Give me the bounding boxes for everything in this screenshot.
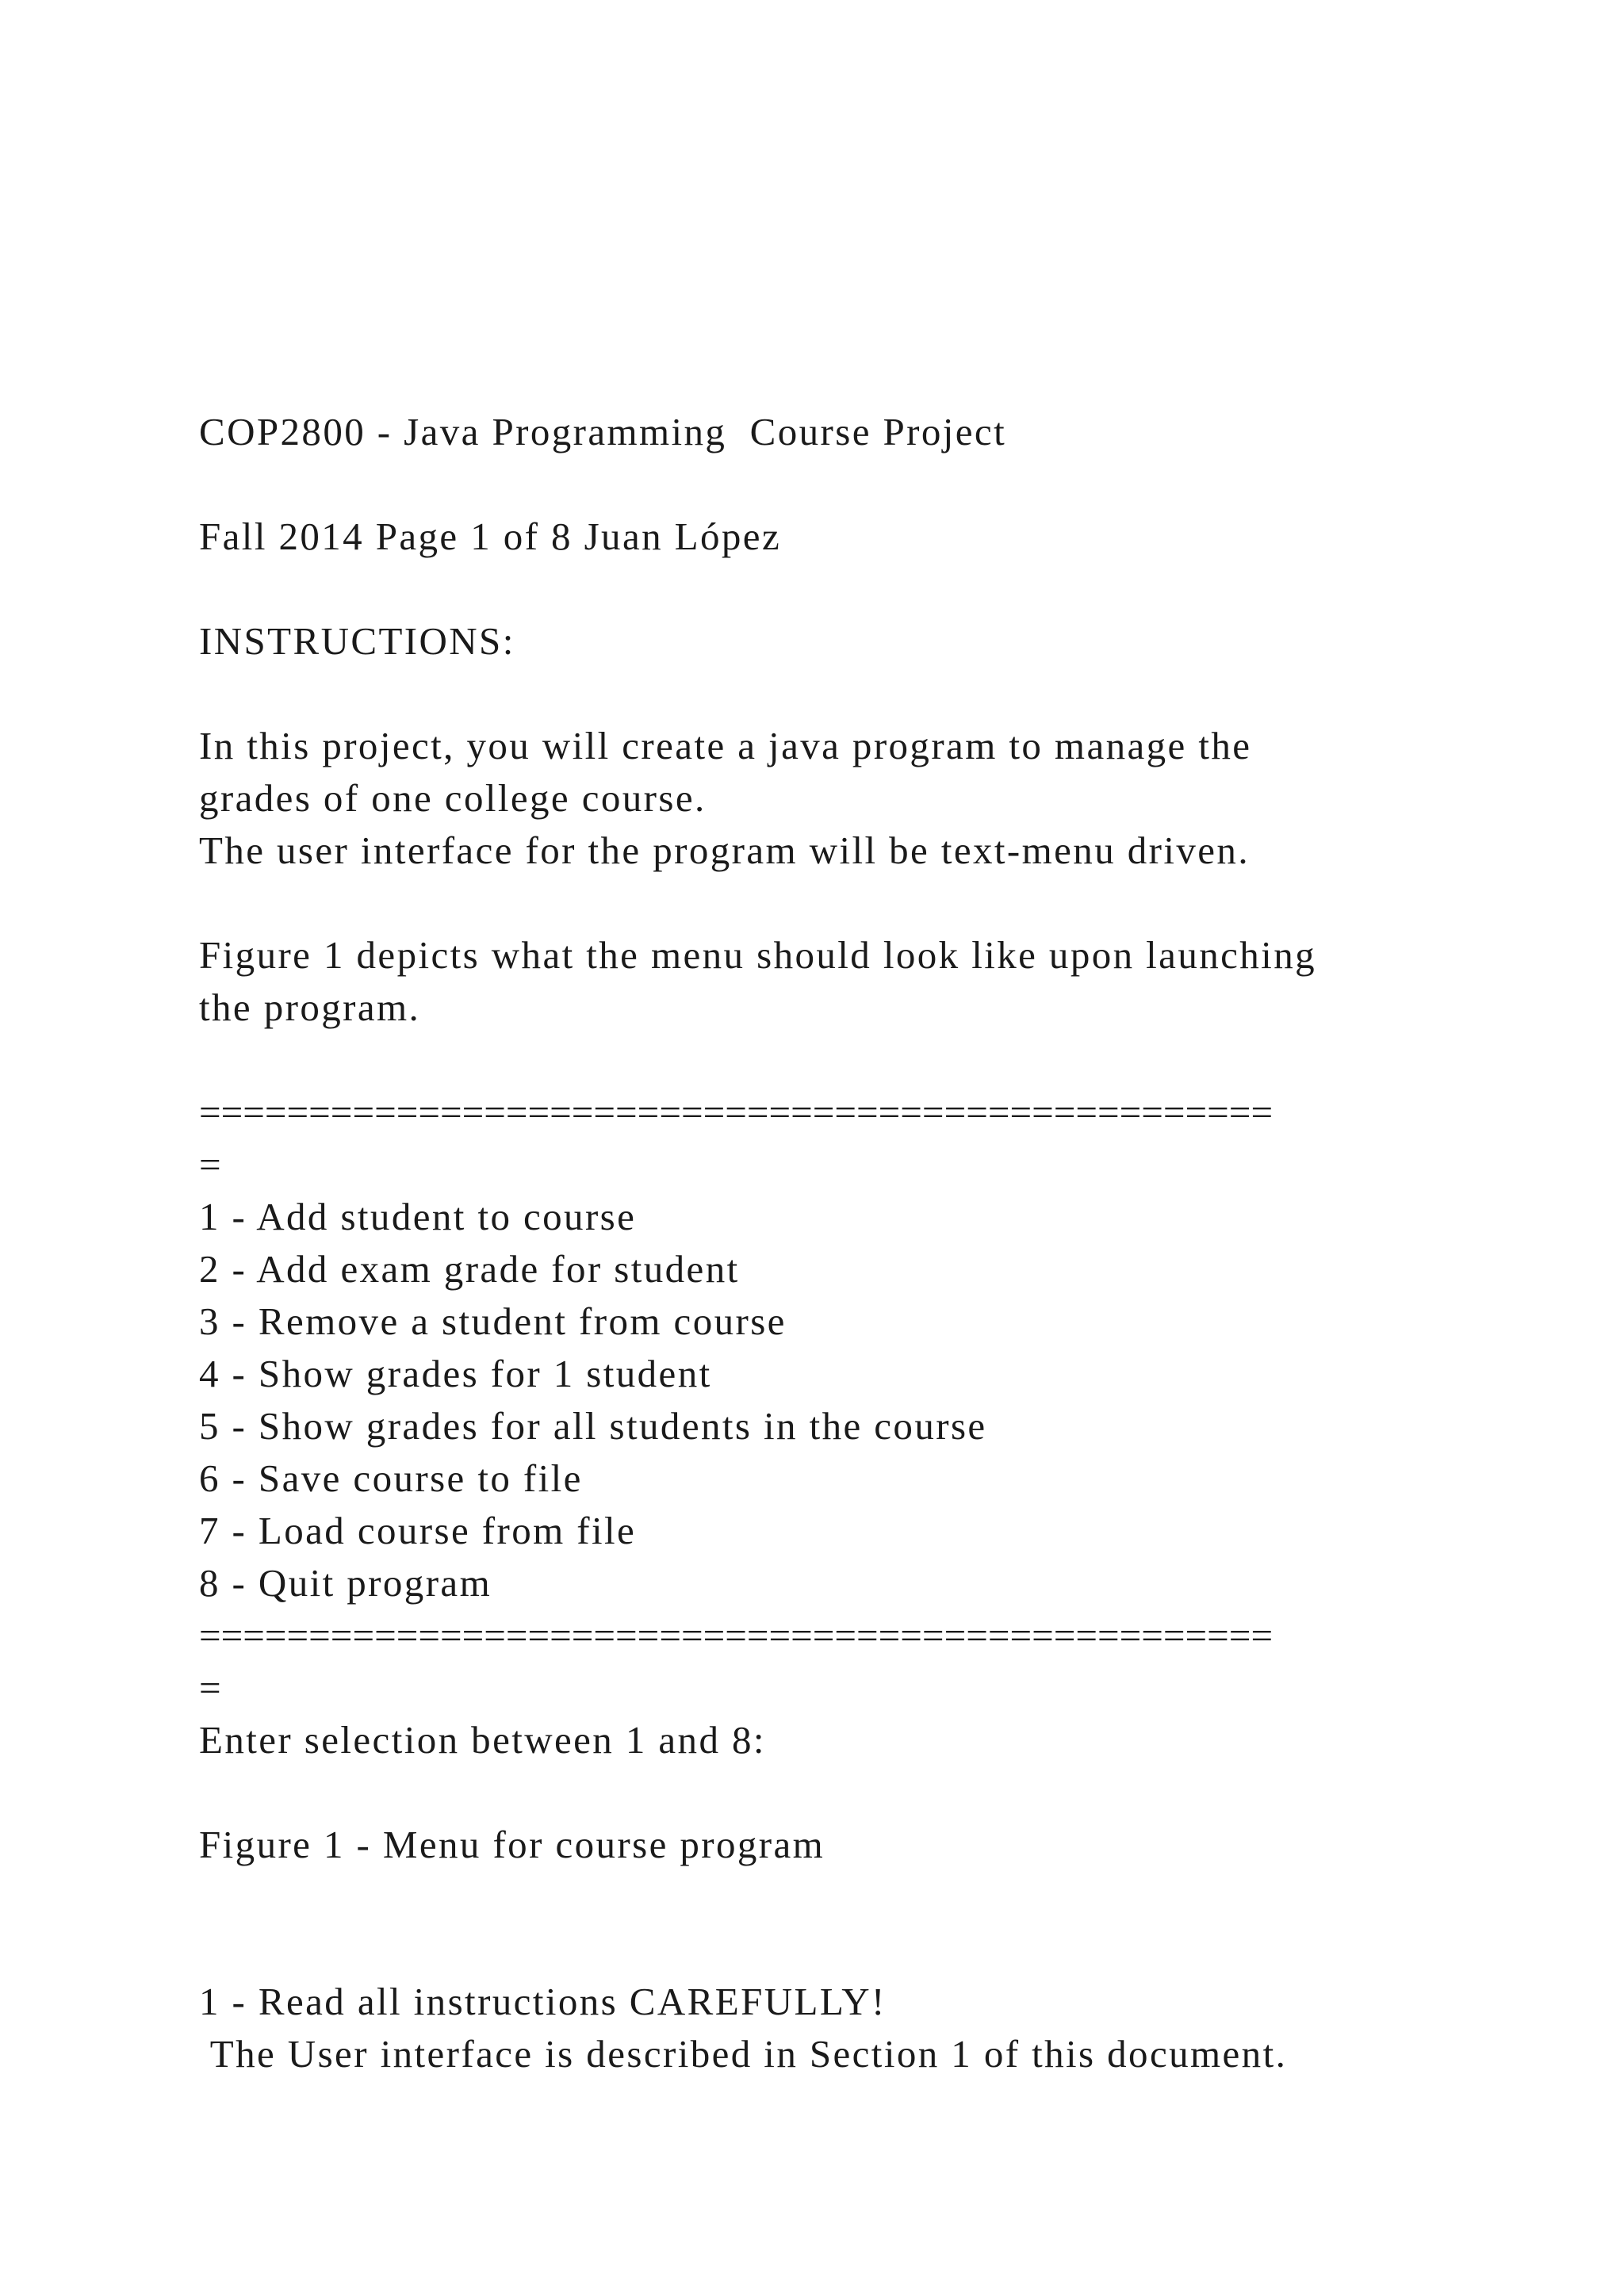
- figure-caption: Figure 1 - Menu for course program: [199, 1823, 825, 1866]
- spacer: [199, 1871, 1484, 1923]
- menu-item: 8 - Quit program: [199, 1561, 492, 1605]
- menu-item: 1 - Add student to course: [199, 1195, 637, 1238]
- menu-item: 2 - Add exam grade for student: [199, 1247, 740, 1291]
- intro-line: In this project, you will create a java program to manage the: [199, 724, 1252, 767]
- menu-top-rule-tail: =: [199, 1142, 221, 1186]
- menu-item: 6 - Save course to file: [199, 1456, 583, 1500]
- spacer: [199, 1766, 1484, 1819]
- document-page: [199, 406, 1484, 2080]
- spacer: [199, 1923, 1484, 1976]
- figure-intro-line: Figure 1 depicts what the menu should look like upon launching: [199, 933, 1316, 977]
- spacer: [199, 877, 1484, 929]
- menu-item: 5 - Show grades for all students in the course: [199, 1404, 987, 1448]
- intro-line: grades of one college course.: [199, 776, 707, 820]
- intro-line: The user interface for the program will be text-menu driven.: [199, 828, 1250, 872]
- menu-item: 4 - Show grades for 1 student: [199, 1352, 712, 1395]
- menu-bottom-rule: =================================================: [199, 1613, 1274, 1657]
- menu-item: 3 - Remove a student from course: [199, 1299, 787, 1343]
- step-1: 1 - Read all instructions CAREFULLY!: [199, 1980, 887, 2023]
- figure-intro-line: the program.: [199, 985, 421, 1029]
- spacer: [199, 458, 1484, 511]
- spacer: [199, 563, 1484, 615]
- instructions-heading: INSTRUCTIONS:: [199, 619, 515, 663]
- menu-top-rule: =================================================: [199, 1090, 1274, 1134]
- spacer: [199, 668, 1484, 720]
- document-subtitle: Fall 2014 Page 1 of 8 Juan López: [199, 515, 782, 558]
- spacer: [199, 1034, 1484, 1086]
- menu-item: 7 - Load course from file: [199, 1509, 637, 1552]
- menu-prompt: Enter selection between 1 and 8:: [199, 1718, 766, 1762]
- document-title: COP2800 - Java Programming Course Project: [199, 410, 1007, 453]
- menu-bottom-rule-tail: =: [199, 1666, 221, 1709]
- step-1-detail: The User interface is described in Section 1 of this document.: [199, 2032, 1288, 2076]
